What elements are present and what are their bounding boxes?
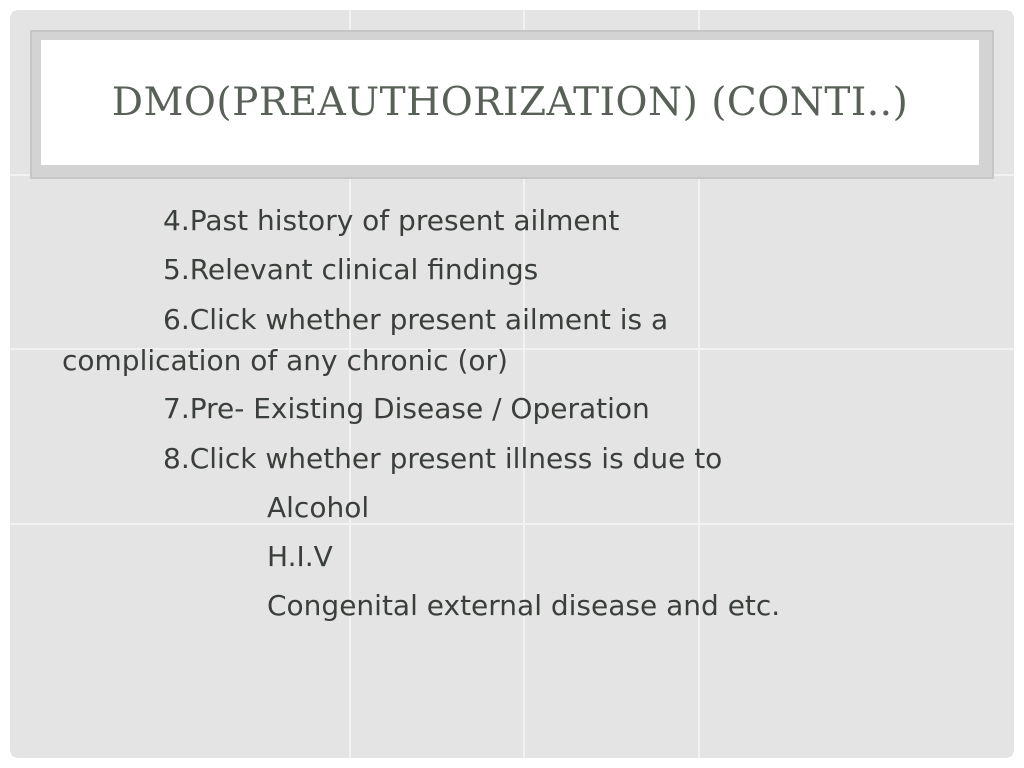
- list-item: 6.Click whether present ailment is a: [163, 303, 669, 336]
- list-item: 7.Pre- Existing Disease / Operation: [163, 392, 650, 425]
- slide: [10, 10, 1014, 758]
- list-item: H.I.V: [267, 540, 333, 573]
- list-item: 5.Relevant clinical findings: [163, 253, 539, 286]
- slide-body: [10, 10, 1014, 758]
- list-item: 8.Click whether present illness is due to: [163, 442, 723, 475]
- list-item: Congenital external disease and etc.: [267, 589, 781, 622]
- slide-title: DMO(PREAUTHORIZATION) (CONTI..): [111, 80, 909, 125]
- list-item: complication of any chronic (or): [62, 344, 508, 377]
- list-item: 4.Past history of present ailment: [163, 204, 620, 237]
- list-item: Alcohol: [267, 491, 370, 524]
